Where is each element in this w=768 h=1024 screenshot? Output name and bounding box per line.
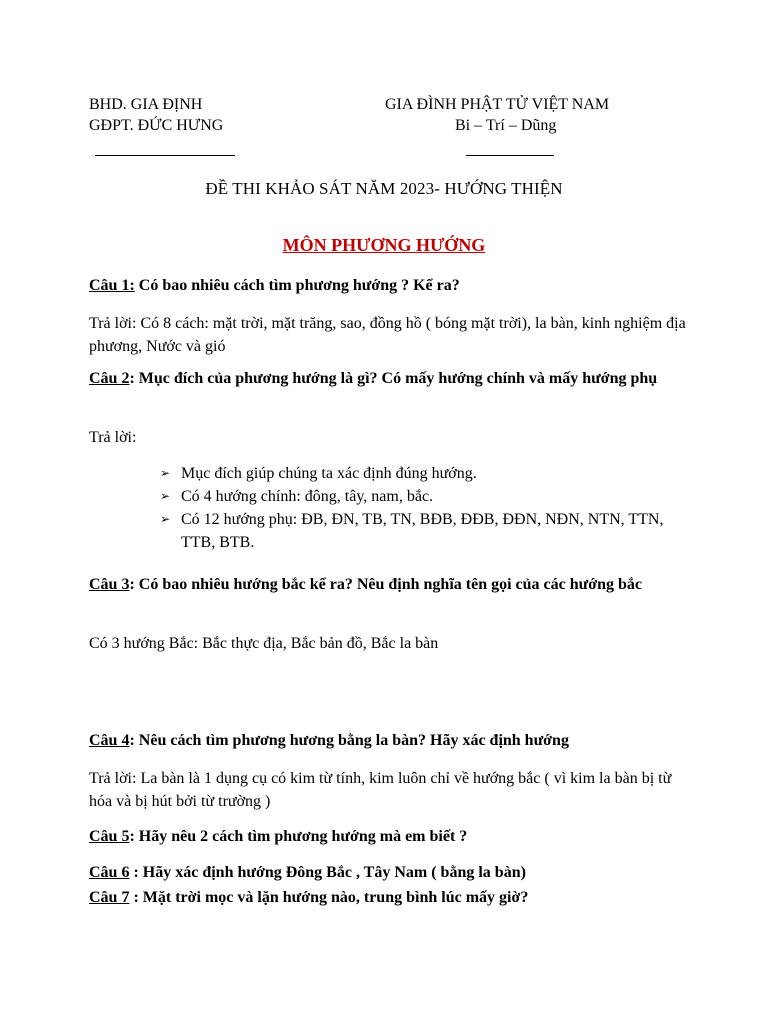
question-label: Câu 1: <box>89 277 135 294</box>
answer-4: Trả lời: La bàn là 1 dụng cụ có kim từ tính, kim luôn chỉ về hướng bắc ( vì kim la bàn bị từ hóa và bị hút bởi từ trường ) <box>89 770 672 810</box>
list-item: ➢ Có 12 hướng phụ: ĐB, ĐN, TB, TN, BĐB, ĐĐB, ĐĐN, NĐN, NTN, TTN, TTB, BTB. <box>160 508 700 554</box>
question-text: : Nêu cách tìm phương hương bằng la bàn? Hãy xác định hướng <box>129 732 569 749</box>
question-text: : Mục đích của phương hướng là gì? Có mấy hướng chính và mấy hướng phụ <box>129 370 658 387</box>
answer-3: Có 3 hướng Bắc: Bắc thực địa, Bắc bản đồ, Bắc la bàn <box>89 635 439 652</box>
motto: Bi – Trí – Dũng <box>455 117 557 134</box>
question-1 <box>89 276 460 296</box>
question-label: Câu 3 <box>89 576 130 593</box>
question-label: Câu 4 <box>89 732 130 749</box>
arrowhead-bullet-icon: ➢ <box>160 489 171 503</box>
arrowhead-bullet-icon: ➢ <box>160 466 171 480</box>
arrowhead-bullet-icon: ➢ <box>160 512 171 526</box>
question-text: : Hãy nêu 2 cách tìm phương hướng mà em biết ? <box>129 828 468 845</box>
question-label: Câu 5 <box>89 828 130 845</box>
list-item: ➢ Mục đích giúp chúng ta xác định đúng hướng. <box>160 462 700 485</box>
question-text: : Có bao nhiêu hướng bắc kể ra? Nêu định nghĩa tên gọi của các hướng bắc <box>129 576 643 593</box>
org-name-right: GIA ĐÌNH PHẬT TỬ VIỆT NAM <box>385 96 610 113</box>
question-4 <box>89 731 569 751</box>
header-rule-left <box>95 155 235 156</box>
header-rule-right <box>466 155 554 156</box>
question-label: Câu 7 <box>89 889 130 906</box>
org-name-left: BHD. GIA ĐỊNH <box>89 96 203 113</box>
question-text: Có bao nhiêu cách tìm phương hướng ? Kể ra? <box>134 277 460 294</box>
exam-title: ĐỀ THI KHẢO SÁT NĂM 2023- HƯỚNG THIỆN <box>205 179 563 198</box>
question-6 <box>89 863 526 883</box>
question-label: Câu 6 <box>89 864 130 881</box>
question-5 <box>89 827 467 847</box>
question-2 <box>89 367 689 390</box>
subject-heading: MÔN PHƯƠNG HƯỚNG <box>282 235 486 255</box>
unit-name-left: GĐPT. ĐỨC HƯNG <box>89 117 224 134</box>
answer-2-list <box>160 462 700 554</box>
question-label: Câu 2 <box>89 370 130 387</box>
question-3 <box>89 573 689 596</box>
answer-1: Trả lời: Có 8 cách: mặt trời, mặt trăng, sao, đồng hồ ( bóng mặt trời), la bàn, kinh nghiệm địa phương, Nước và gió <box>89 315 686 355</box>
question-text: : Hãy xác định hướng Đông Bắc , Tây Nam ( bằng la bàn) <box>129 864 526 881</box>
question-7 <box>89 888 528 908</box>
list-item: ➢ Có 4 hướng chính: đông, tây, nam, bắc. <box>160 485 700 508</box>
question-text: : Mặt trời mọc và lặn hướng nào, trung bình lúc mấy giờ? <box>129 889 529 906</box>
answer-2-label: Trả lời: <box>89 429 137 446</box>
